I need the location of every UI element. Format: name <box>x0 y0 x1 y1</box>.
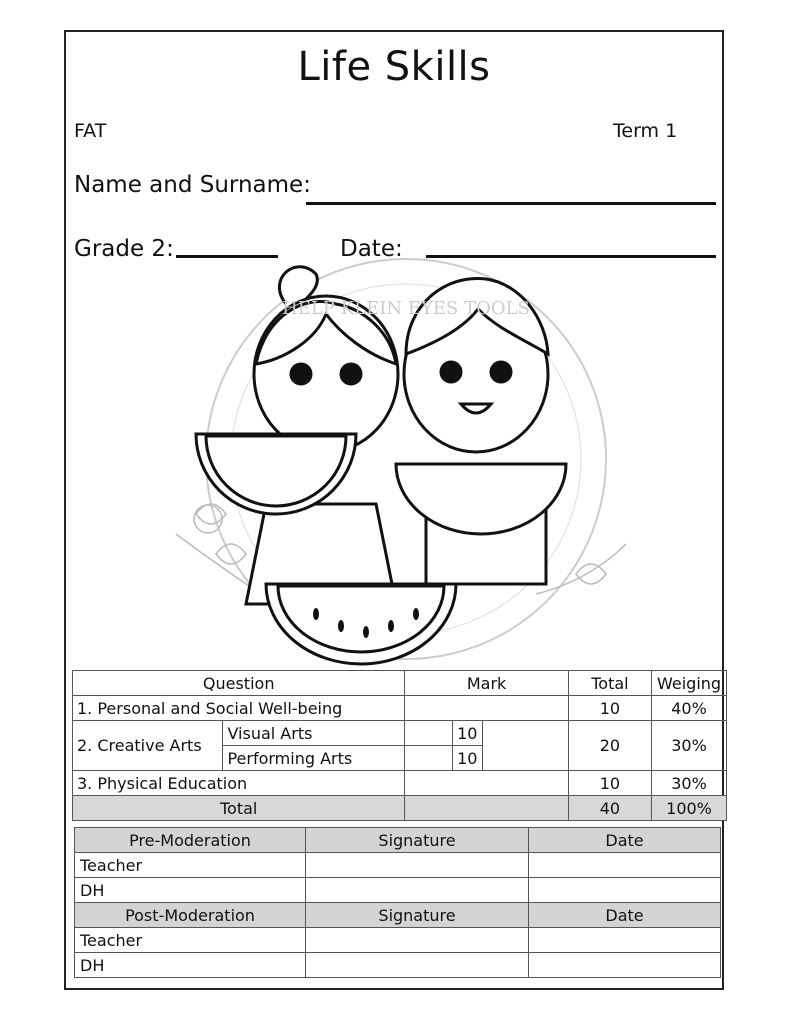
pre-moderation-title: Pre-Moderation <box>75 828 306 853</box>
date-cell[interactable] <box>529 878 721 903</box>
table-row <box>75 853 721 878</box>
table-row <box>73 771 727 796</box>
total-label: Total <box>73 796 405 821</box>
weighting-header: Weiging <box>652 671 727 696</box>
signature-header: Signature <box>306 903 529 928</box>
page-title: Life Skills <box>297 44 491 90</box>
mark-cell[interactable] <box>405 696 568 721</box>
mark-cell[interactable] <box>482 721 568 771</box>
role-label: DH <box>75 878 306 903</box>
signature-cell[interactable] <box>306 953 529 978</box>
table-row <box>73 721 727 746</box>
table-row <box>75 928 721 953</box>
question-cell: 2. Creative Arts <box>73 721 223 771</box>
mark-header: Mark <box>405 671 568 696</box>
subquestion-cell: Performing Arts <box>223 746 405 771</box>
mark-cell[interactable] <box>405 771 568 796</box>
date-cell[interactable] <box>529 928 721 953</box>
date-label: Date: <box>340 236 403 262</box>
total-row <box>73 796 727 821</box>
date-header: Date <box>529 828 721 853</box>
assessment-type: FAT <box>74 120 107 142</box>
moderation-table <box>74 827 721 978</box>
mark-cell[interactable] <box>405 721 453 746</box>
weighting-cell: 40% <box>652 696 727 721</box>
mark-cell[interactable] <box>405 746 453 771</box>
signature-cell[interactable] <box>306 853 529 878</box>
name-field[interactable] <box>306 202 716 205</box>
question-header: Question <box>73 671 405 696</box>
total-weighting-cell: 100% <box>652 796 727 821</box>
term-label: Term 1 <box>613 120 678 142</box>
grade-label: Grade 2: <box>74 236 174 262</box>
table-row <box>75 878 721 903</box>
max-mark-cell: 10 <box>452 746 482 771</box>
subquestion-cell: Visual Arts <box>223 721 405 746</box>
name-label: Name and Surname: <box>74 172 311 198</box>
date-header: Date <box>529 903 721 928</box>
signature-cell[interactable] <box>306 878 529 903</box>
signature-header: Signature <box>306 828 529 853</box>
weighting-cell: 30% <box>652 721 727 771</box>
marks-table <box>72 670 727 821</box>
pre-moderation-header <box>75 828 721 853</box>
post-moderation-title: Post-Moderation <box>75 903 306 928</box>
table-row <box>75 953 721 978</box>
total-mark-cell[interactable] <box>405 796 568 821</box>
watermark-text: HELP KLEIN EYES TOOLS <box>282 298 530 319</box>
total-cell: 20 <box>568 721 651 771</box>
question-cell: 1. Personal and Social Well-being <box>73 696 405 721</box>
marks-header-row <box>73 671 727 696</box>
signature-cell[interactable] <box>306 928 529 953</box>
children-eating-watermelon-illustration <box>156 254 636 674</box>
table-row <box>73 696 727 721</box>
total-header: Total <box>568 671 651 696</box>
weighting-cell: 30% <box>652 771 727 796</box>
role-label: Teacher <box>75 853 306 878</box>
total-cell: 10 <box>568 771 651 796</box>
date-cell[interactable] <box>529 953 721 978</box>
role-label: DH <box>75 953 306 978</box>
post-moderation-header <box>75 903 721 928</box>
max-mark-cell: 10 <box>452 721 482 746</box>
date-cell[interactable] <box>529 853 721 878</box>
worksheet <box>64 30 724 990</box>
total-cell: 10 <box>568 696 651 721</box>
grand-total-cell: 40 <box>568 796 651 821</box>
role-label: Teacher <box>75 928 306 953</box>
question-cell: 3. Physical Education <box>73 771 405 796</box>
